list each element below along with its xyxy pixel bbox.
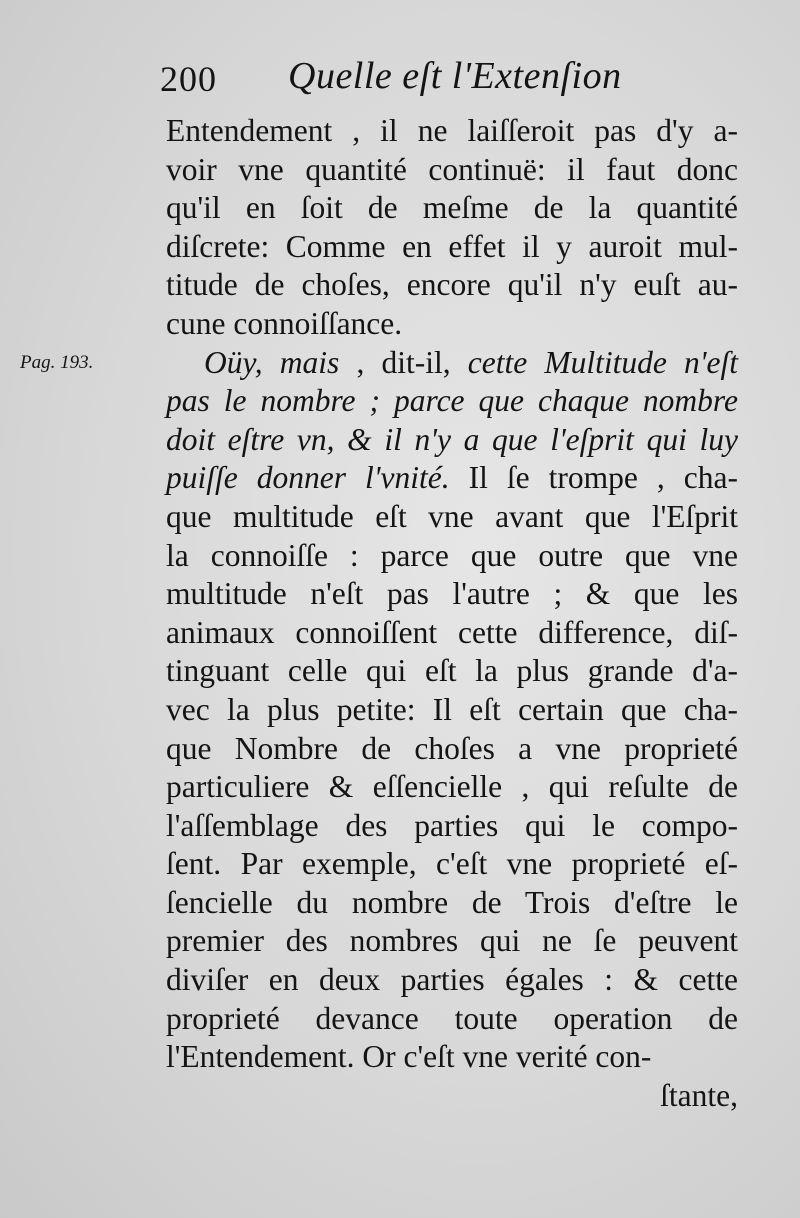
- text-line: [166, 1000, 738, 1039]
- italic-segment: pas le nombre ; parce que chaque nombre: [166, 383, 738, 419]
- text-segment: ſtante,: [660, 1077, 738, 1113]
- text-segment: titude de choſes, encore qu'il n'y euſt au-: [166, 267, 738, 303]
- text-line: [166, 614, 738, 653]
- text-segment: vec la plus petite: Il eſt certain que cha-: [166, 691, 738, 727]
- text-line: [166, 961, 738, 1000]
- text-line: [166, 151, 738, 190]
- margin-note: Pag. 193.: [20, 352, 94, 373]
- page-number: 200: [160, 59, 217, 99]
- text-segment: l'Entendement. Or c'eſt vne verité con-: [166, 1039, 652, 1075]
- text-segment: cune connoiſſance.: [166, 305, 403, 341]
- text-line: [166, 112, 738, 151]
- text-segment: l'aſſemblage des parties qui le compo-: [166, 807, 738, 843]
- text-segment: voir vne quantité continuë: il faut donc: [166, 151, 738, 187]
- italic-segment: puiſſe donner l'vnité.: [166, 460, 450, 496]
- text-line: [166, 768, 738, 807]
- text-segment: premier des nombres qui ne ſe peuvent: [166, 923, 738, 959]
- text-line: [166, 652, 738, 691]
- text-line: [166, 1038, 738, 1077]
- text-segment: animaux connoiſſent cette difference, diſ-: [166, 614, 738, 650]
- text-segment: Entendement , il ne laiſſeroit pas d'y a-: [166, 113, 738, 148]
- text-line: [166, 382, 738, 421]
- text-segment: particuliere & eſſencielle , qui reſulte de: [166, 769, 738, 805]
- text-line: [166, 807, 738, 846]
- text-segment: multitude n'eſt pas l'autre ; & que les: [166, 576, 738, 612]
- text-line: [166, 730, 738, 769]
- text-segment: ſent. Par exemple, c'eſt vne proprieté eſ-: [166, 846, 738, 882]
- text-segment: diſcrete: Comme en effet il y auroit mul-: [166, 228, 738, 264]
- text-segment: que Nombre de choſes a vne proprieté: [166, 730, 738, 766]
- text-line: [166, 1077, 738, 1116]
- text-line: [166, 691, 738, 730]
- text-line: [166, 189, 738, 228]
- text-line: [166, 228, 738, 267]
- body-text: [166, 112, 738, 1115]
- text-line: [166, 845, 738, 884]
- text-segment: Il ſe trompe , cha-: [449, 460, 738, 496]
- text-segment: la connoiſſe : parce que outre que vne: [166, 537, 738, 573]
- text-line: [166, 884, 738, 923]
- text-segment: ſencielle du nombre de Trois d'eſtre le: [166, 884, 738, 920]
- italic-segment: doit eſtre vn, & il n'y a que l'eſprit qui luy: [166, 421, 738, 457]
- text-segment: diviſer en deux parties égales : & cette: [166, 962, 738, 998]
- text-segment: que multitude eſt vne avant que l'Eſprit: [166, 498, 738, 534]
- running-title: Quelle eſt l'Extenſion: [288, 55, 622, 97]
- italic-segment: Oüy, mais: [204, 344, 340, 380]
- text-segment: , dit-il,: [339, 344, 468, 380]
- text-segment: qu'il en ſoit de meſme de la quantité: [166, 190, 738, 226]
- text-line: [166, 344, 738, 383]
- text-segment: tinguant celle qui eſt la plus grande d'a-: [166, 653, 738, 689]
- text-line: [166, 421, 738, 460]
- text-line: [166, 305, 738, 344]
- text-line: [166, 537, 738, 576]
- text-line: [166, 922, 738, 961]
- text-line: [166, 498, 738, 537]
- running-head: [160, 52, 750, 102]
- text-line: [166, 459, 738, 498]
- text-line: [166, 266, 738, 305]
- text-line: [166, 575, 738, 614]
- text-segment: proprieté devance toute operation de: [166, 1000, 738, 1036]
- italic-segment: cette Multitude n'eſt: [467, 344, 739, 380]
